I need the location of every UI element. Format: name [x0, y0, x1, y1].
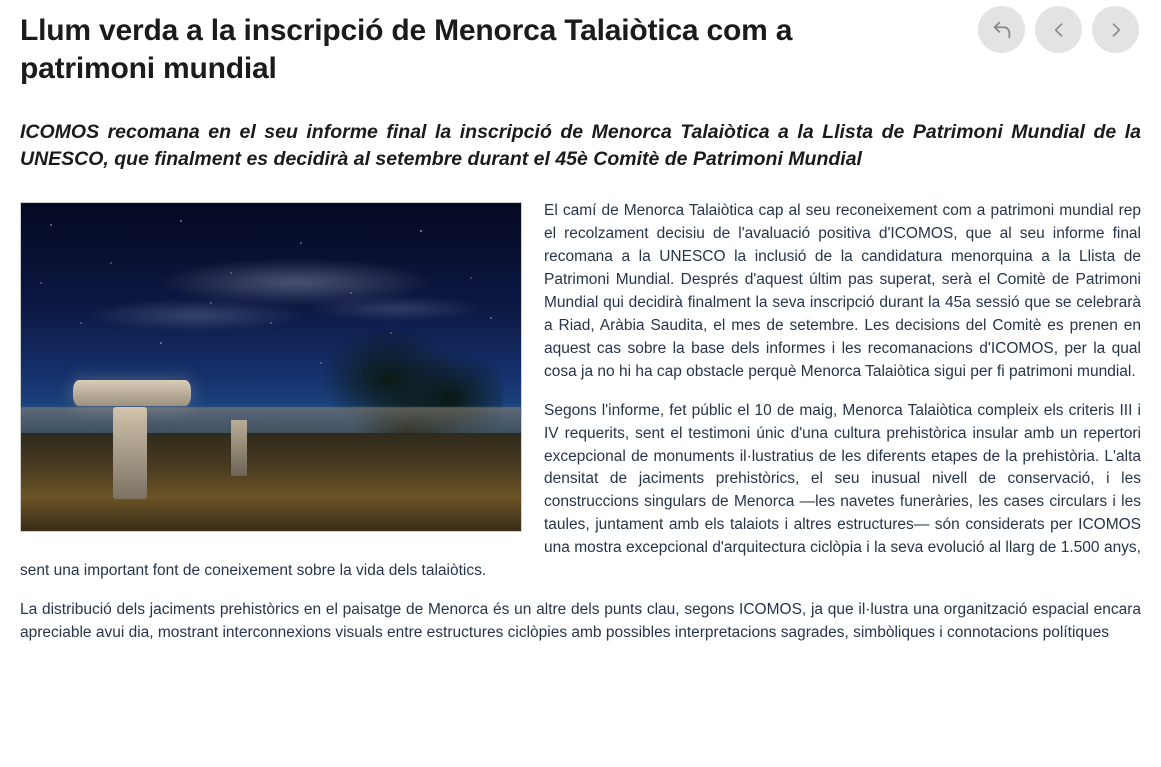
- article-paragraph-2: Segons l'informe, fet públic el 10 de maig, Menorca Talaiòtica compleix els criteris III i IV requerits, sent el testimoni únic d'una cultura prehistòrica insular amb un repertori excepcional de monuments il·lustratius de les diferents etapes de la prehistòria. L'alta densitat de jaciments prehistòrics, el seu inusual nivell de conservació, i les construccions singulars de Menorca —les navetes funeràries, les cases circulars i les taules, juntament amb els talaiots i altres estructures— són considerats per ICOMOS una mostra excepcional d'arquitectura ciclòpia i la seva evolució al llarg de 1.500 anys, sent una important font de coneixement sobre la vida dels talaiòtics.: [20, 401, 1141, 580]
- article-body: [20, 200, 1141, 645]
- reply-arrow-icon: [991, 19, 1013, 41]
- taula-capital: [73, 380, 191, 406]
- back-button[interactable]: [978, 6, 1025, 53]
- previous-button[interactable]: [1035, 6, 1082, 53]
- article-header: [0, 0, 1161, 89]
- page-title: Llum verda a la inscripció de Menorca Talaiòtica com a patrimoni mundial: [20, 14, 793, 86]
- standing-stone: [231, 420, 247, 476]
- ground: [21, 433, 521, 531]
- chevron-right-icon: [1106, 20, 1126, 40]
- navigation-buttons: [978, 6, 1139, 53]
- article-paragraph-3: La distribució dels jaciments prehistòrics en el paisatge de Menorca és un altre dels punts clau, segons ICOMOS, ja que il·lustra una organització espacial encara apreciable avui dia, mostrant interconnexions visuals entre estructures ciclòpies amb possibles interpretacions sagrades, simbòliques i connotacions polítiques: [20, 601, 1141, 642]
- taula-pillar: [113, 407, 147, 499]
- article-image: [20, 202, 522, 532]
- article-subtitle: ICOMOS recomana en el seu informe final la inscripció de Menorca Talaiòtica a la Llista de Patrimoni Mundial de la UNESCO, que finalment es decidirà al setembre durant el 45è Comitè de Patrimoni Mundial: [20, 120, 1141, 171]
- chevron-left-icon: [1049, 20, 1069, 40]
- next-button[interactable]: [1092, 6, 1139, 53]
- article-paragraph-1: El camí de Menorca Talaiòtica cap al seu reconeixement com a patrimoni mundial rep el recolzament decisiu de l'avaluació positiva d'ICOMOS, que al seu informe final recomana a la UNESCO la inclusió de la candidatura menorquina a la Llista de Patrimoni Mundial. Després d'aquest últim pas superat, serà el Comitè de Patrimoni Mundial qui decidirà finalment la seva inscripció durant la 45a sessió que se celebrarà a Riad, Aràbia Saudita, el mes de setembre. Les decisions del Comitè es prenen en aquest cas sobre la base dels informes i les recomanacions d'ICOMOS, per la qual cosa ja no hi ha cap obstacle perquè Menorca Talaiòtica sigui per fi patrimoni mundial.: [544, 202, 1141, 380]
